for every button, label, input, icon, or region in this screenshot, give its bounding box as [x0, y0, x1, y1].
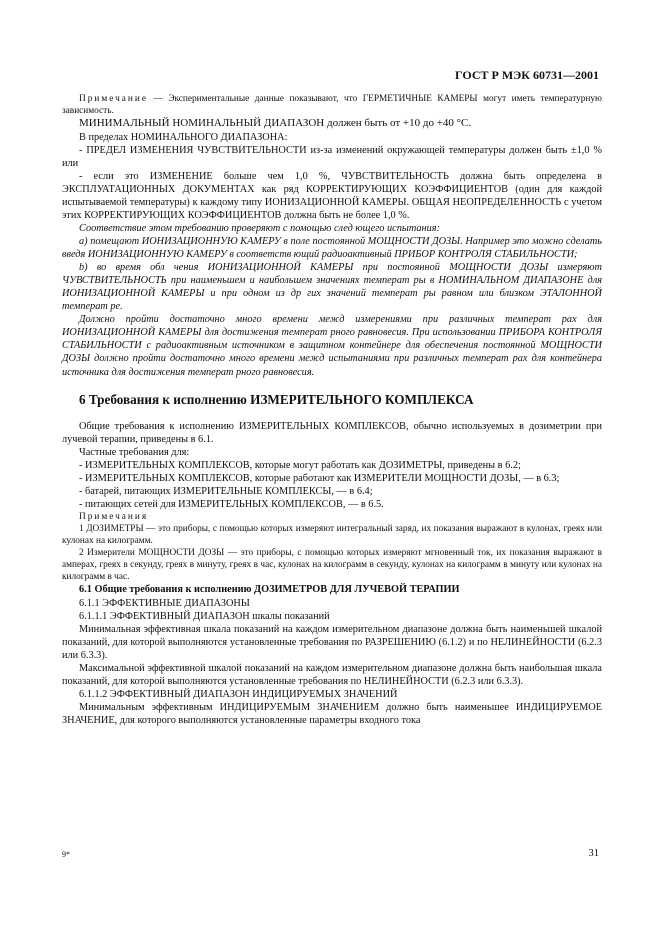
list-item: - ИЗМЕРИТЕЛЬНЫХ КОМПЛЕКСОВ, которые могут работать как ДОЗИМЕТРЫ, приведены в 6.2; [79, 459, 521, 471]
clause-title: 6.1.1 ЭФФЕКТИВНЫЕ ДИАПАЗОНЫ [79, 597, 250, 609]
note-item: 2 Измерители МОЩНОСТИ ДОЗЫ — это приборы, с помощью которых измеряют мгновенный ток, их показания выражают в амперах, греях в секунду, греях в минуту, греях в час, кулонах на килограмм в секунду, кулонах на килограмм в минуту или кулонах на килограмм в час. [62, 548, 602, 583]
standard-header: ГОСТ Р МЭК 60731—2001 [455, 68, 599, 82]
paragraph: Частные требования для: [79, 446, 190, 458]
section-heading: 6 Требования к исполнению ИЗМЕРИТЕЛЬНОГО КОМПЛЕКСА [79, 391, 474, 407]
notes-label: Примечания [79, 511, 149, 522]
list-item: - питающих сетей для ИЗМЕРИТЕЛЬНЫХ КОМПЛЕКСОВ, — в 6.5. [79, 498, 384, 510]
list-item: - ПРЕДЕЛ ИЗМЕНЕНИЯ ЧУВСТВИТЕЛЬНОСТИ из-за изменений окружающей температуры должен быть ±1,0 % или [62, 144, 602, 169]
page-number: 31 [588, 848, 599, 859]
compliance-step-a: а) помещают ИОНИЗАЦИОННУЮ КАМЕРУ в поле постоянной МОЩНОСТИ ДОЗЫ. Например это можно сделать введя ИОНИЗАЦИОННУЮ КАМЕРУ в соответств ющий радиоактивный ПРИБОР КОНТРОЛЯ СТАБИЛЬНОСТИ; [62, 236, 602, 261]
clause-title: 6.1.1.2 ЭФФЕКТИВНЫЙ ДИАПАЗОН ИНДИЦИРУЕМЫХ ЗНАЧЕНИЙ [79, 688, 398, 700]
paragraph: Минимальная эффективная шкала показаний на каждом измерительном диапазоне должна быть наименьшей шкалой показаний, для которой выполняются установленные требования по РАЗРЕШЕНИЮ (6.1.2) и по НЕЛИНЕЙНОСТИ (6.2.3 или 6.3.3). [62, 623, 602, 661]
page-content [62, 93, 602, 727]
compliance-text: Соответствие этом требованию проверяют с помощью след ющего испытания: [79, 223, 441, 235]
signature-mark: 9* [62, 850, 70, 859]
clause-title: 6.1.1.1 ЭФФЕКТИВНЫЙ ДИАПАЗОН шкалы показаний [79, 610, 330, 622]
paragraph: Общие требования к исполнению ИЗМЕРИТЕЛЬНЫХ КОМПЛЕКСОВ, обычно используемых в дозиметрии при лучевой терапии, приведены в 6.1. [62, 420, 602, 445]
list-item: - если это ИЗМЕНЕНИЕ больше чем 1,0 %, ЧУВСТВИТЕЛЬНОСТЬ должна быть определена в ЭКСПЛУАТАЦИОННЫХ ДОКУМЕНТАХ как ряд КОРРЕКТИРУЮЩИХ КОЭФФИЦИЕНТОВ (один для каждой испытываемой температуры) к каждому типу ИОНИЗАЦИОННОЙ КАМЕРЫ. ОБЩАЯ НЕОПРЕДЕЛЕННОСТЬ с учетом этих КОРРЕКТИРУЮЩИХ КОЭФФИЦИЕНТОВ должна быть не более 1,0 %. [62, 170, 602, 221]
paragraph: МИНИМАЛЬНЫЙ НОМИНАЛЬНЫЙ ДИАПАЗОН должен быть от +10 до +40 °С. [79, 117, 472, 130]
paragraph: В пределах НОМИНАЛЬНОГО ДИАПАЗОНА: [79, 131, 288, 143]
compliance-step-b: b) во время обл чения ИОНИЗАЦИОННОЙ КАМЕРЫ при постоянной МОЩНОСТИ ДОЗЫ измеряют ЧУВСТВИТЕЛЬНОСТЬ при наименьшем и наибольшем значениях темпеpат ры в НОМИНАЛЬНОМ ДИАПАЗОНЕ для ИОНИЗАЦИОННОЙ КАМЕРЫ и при одном из др гих значений темпеpат ры равном или близком ЭТАЛОННОЙ темпеpат ре. [62, 262, 602, 313]
list-item: - батарей, питающих ИЗМЕРИТЕЛЬНЫЕ КОМПЛЕКСЫ, — в 6.4; [79, 485, 373, 497]
compliance-text: Должно пройти достаточно много времени межд измерениями при различных темпеpат рах для ИОНИЗАЦИОННОЙ КАМЕРЫ для достижения темпеpат рного равновесия. При использовании ПРИБОРА КОНТРОЛЯ СТАБИЛЬНОСТИ с радиоактивным источником в защитном контейнере для обеспечения постоянной МОЩНОСТИ ДОЗЫ должно пройти достаточно много времени межд испытаниями при различных темпеpат рах для контейнера источника для достижения темпеpат рного равновесия. [62, 314, 602, 378]
note-label: Примечание [79, 94, 148, 104]
subsection-heading: 6.1 Общие требования к исполнению ДОЗИМЕТРОВ ДЛЯ ЛУЧЕВОЙ ТЕРАПИИ [79, 584, 460, 596]
note-text: — Экспериментальные данные показывают, что ГЕРМЕТИЧНЫЕ КАМЕРЫ могут иметь температурную зависимость. [62, 94, 602, 117]
list-item: - ИЗМЕРИТЕЛЬНЫХ КОМПЛЕКСОВ, которые работают как ИЗМЕРИТЕЛИ МОЩНОСТИ ДОЗЫ, — в 6.3; [79, 472, 560, 484]
note-item: 1 ДОЗИМЕТРЫ — это приборы, с помощью которых измеряют интегральный заряд, их показания выражают в кулонах, греях или кулонах на килограмм. [62, 524, 602, 547]
note-temperature [62, 93, 602, 117]
paragraph: Максимальной эффективной шкалой показаний на каждом измерительном диапазоне должна быть наибольшая шкала показаний, для которой выполняются установленные требования по НЕЛИНЕЙНОСТИ (6.2.3 или 6.3.3). [62, 662, 602, 687]
paragraph: Минимальным эффективным ИНДИЦИРУЕМЫМ ЗНАЧЕНИЕМ должно быть наименьшее ИНДИЦИРУЕМОЕ ЗНАЧЕНИЕ, для которого выполняются установленные параметры входного тока [62, 701, 602, 726]
